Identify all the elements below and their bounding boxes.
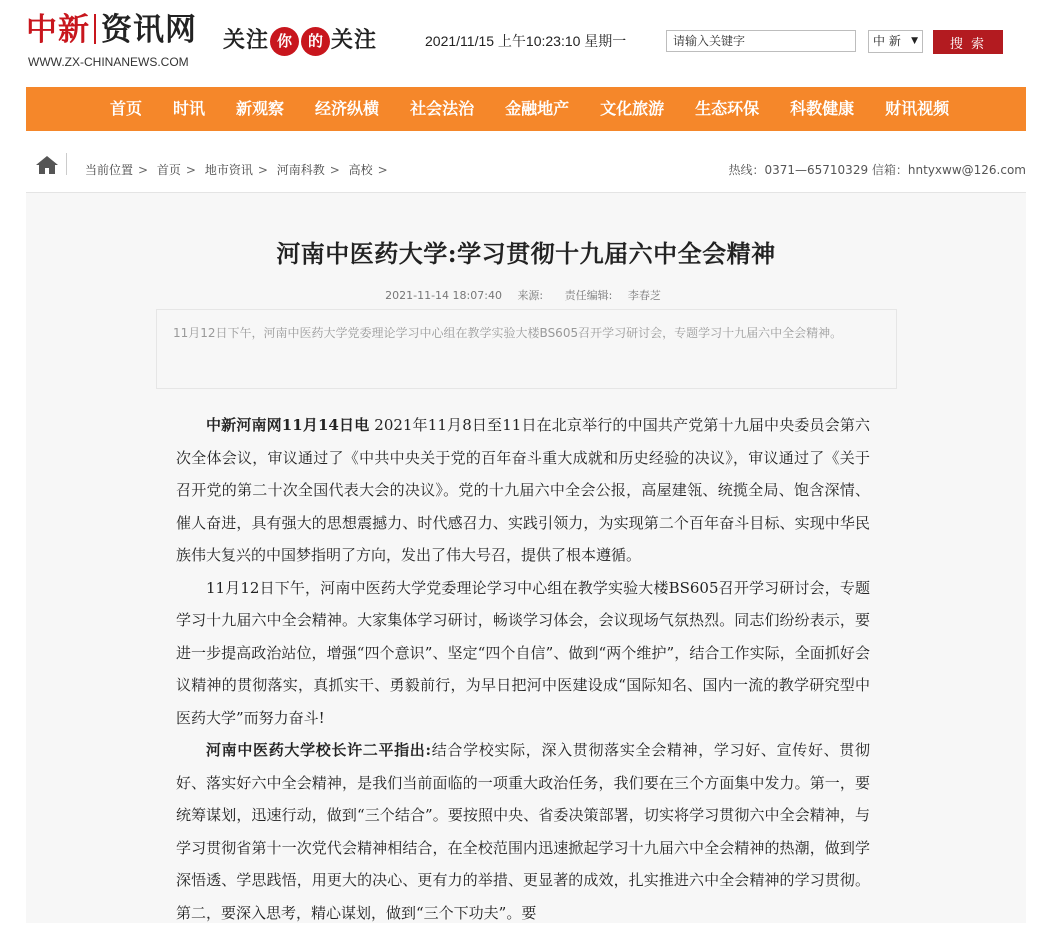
- main-nav: [26, 87, 1026, 131]
- slogan-circle-1: 你: [270, 27, 299, 56]
- article-editor: [559, 289, 667, 302]
- breadcrumb-universities[interactable]: 高校: [348, 163, 373, 177]
- logo-part1: 中新: [26, 12, 90, 48]
- article-meta: [26, 287, 1026, 303]
- breadcrumb-home[interactable]: 首页: [156, 163, 181, 177]
- paragraph-text: 2021年11月8日至11日在北京举行的中国共产党第十九届中央委员会第六次全体会议，审议通过了《中共中央关于党的百年奋斗重大成就和历史经验的决议》，审议通过了《关于召开党的第二十次全国代表大会的决议》。党的十九届六中全会公报，高屋建瓴、统揽全局、饱含深情、催人奋进，具有强大的思想震撼力、时代感召力、实践引领力，为实现第二个百年奋斗目标、实现中华民族伟大复兴的中国梦指明了方向，发出了伟大号召，提供了根本遵循。: [176, 416, 870, 564]
- nav-item-economy[interactable]: 经济纵横: [315, 99, 380, 118]
- logo-url: WWW.ZX-CHINANEWS.COM: [28, 55, 189, 69]
- article-body: [176, 409, 870, 929]
- nav-item-home[interactable]: 首页: [110, 99, 143, 118]
- nav-item-society-law[interactable]: 社会法治: [410, 99, 475, 118]
- slogan: [223, 25, 377, 56]
- search-scope-value: 中 新: [873, 34, 901, 48]
- nav-item-ecology[interactable]: 生态环保: [695, 99, 760, 118]
- home-icon[interactable]: [35, 154, 59, 176]
- article-summary: 11月12日下午，河南中医药大学党委理论学习中心组在教学实验大楼BS605召开学习研讨会，专题学习十九届六中全会精神。: [156, 309, 897, 389]
- nav-item-finance-realestate[interactable]: 金融地产: [505, 99, 570, 118]
- breadcrumb-bar: [26, 150, 1026, 193]
- breadcrumb-separator: >: [257, 163, 268, 177]
- breadcrumb-regional-news[interactable]: 地市资讯: [204, 163, 253, 177]
- breadcrumb: [85, 161, 393, 178]
- nav-item-finance-video[interactable]: 财讯视频: [885, 99, 950, 118]
- nav-item-news[interactable]: 时讯: [173, 99, 206, 118]
- site-header: [0, 0, 1055, 85]
- breadcrumb-separator: >: [377, 163, 388, 177]
- paragraph-text: 结合学校实际，深入贯彻落实全会精神，学习好、宣传好、贯彻好、落实好六中全会精神，是我们当前面临的一项重大政治任务，我们要在三个方面集中发力。第一，要统筹谋划，迅速行动，做到“三个结合”。要按照中央、省委决策部署，切实将学习贯彻六中全会精神，与学习贯彻省第十一次党代会精神相结合，在全校范围内迅速掀起学习十九届六中全会精神的热潮，做到学深悟透、学思践悟，用更大的决心、更有力的举措、更显著的成效，扎实推进六中全会精神的学习贯彻。第二，要深入思考，精心谋划，做到“三个下功夫”。要: [176, 741, 870, 922]
- article-title: 河南中医药大学:学习贯彻十九届六中全会精神: [276, 239, 776, 268]
- contact-hotline: 热线：0371—65710329 信箱：hntyxww@126.com: [728, 163, 1026, 177]
- article-date: 2021-11-14 18:07:40: [385, 289, 502, 302]
- article-editor-label: 责任编辑:: [564, 289, 613, 302]
- search-button[interactable]: 搜 索: [933, 30, 1003, 54]
- paragraph-lead: 河南中医药大学校长许二平指出:: [206, 741, 432, 759]
- breadcrumb-separator: >: [138, 163, 149, 177]
- article-paragraph: 11月12日下午，河南中医药大学党委理论学习中心组在教学实验大楼BS605召开学习研讨会，专题学习十九届六中全会精神。大家集体学习研讨，畅谈学习体会，会议现场气氛热烈。同志们纷纷表示，要进一步提高政治站位，增强“四个意识”、坚定“四个自信”、做到“两个维护”，结合工作实际，全面抓好会议精神的贯彻落实，真抓实干、勇毅前行，为早日把河中医建设成“国际知名、国内一流的教学研究型中医药大学”而努力奋斗!: [176, 578, 870, 727]
- breadcrumb-current-label: 当前位置: [85, 163, 134, 177]
- article-paragraph: [176, 409, 870, 572]
- breadcrumb-divider: [66, 153, 67, 175]
- site-logo[interactable]: [26, 11, 197, 49]
- slogan-circle-2: 的: [301, 27, 330, 56]
- logo-part2: 资讯网: [101, 12, 197, 48]
- article-source-label: 来源:: [517, 289, 544, 302]
- chevron-down-icon: ▼: [911, 36, 918, 46]
- search-input[interactable]: [666, 30, 856, 52]
- search-scope-select[interactable]: [868, 30, 923, 53]
- article-paragraph: [176, 734, 870, 929]
- nav-item-observation[interactable]: 新观察: [236, 99, 285, 118]
- breadcrumb-henan-education[interactable]: 河南科教: [276, 163, 325, 177]
- logo-divider: [94, 14, 96, 44]
- current-datetime: 2021/11/15 上午10:23:10 星期一: [425, 33, 627, 49]
- nav-item-culture-tourism[interactable]: 文化旅游: [600, 99, 665, 118]
- article-dateline: 中新河南网11月14日电: [206, 416, 370, 434]
- nav-item-science-health[interactable]: 科教健康: [790, 99, 855, 118]
- breadcrumb-separator: >: [185, 163, 196, 177]
- breadcrumb-separator: >: [329, 163, 340, 177]
- article-editor-name: 李春芝: [627, 289, 661, 302]
- slogan-part2: 关注: [331, 27, 378, 53]
- article-container: [26, 193, 1026, 923]
- slogan-part1: 关注: [223, 27, 270, 53]
